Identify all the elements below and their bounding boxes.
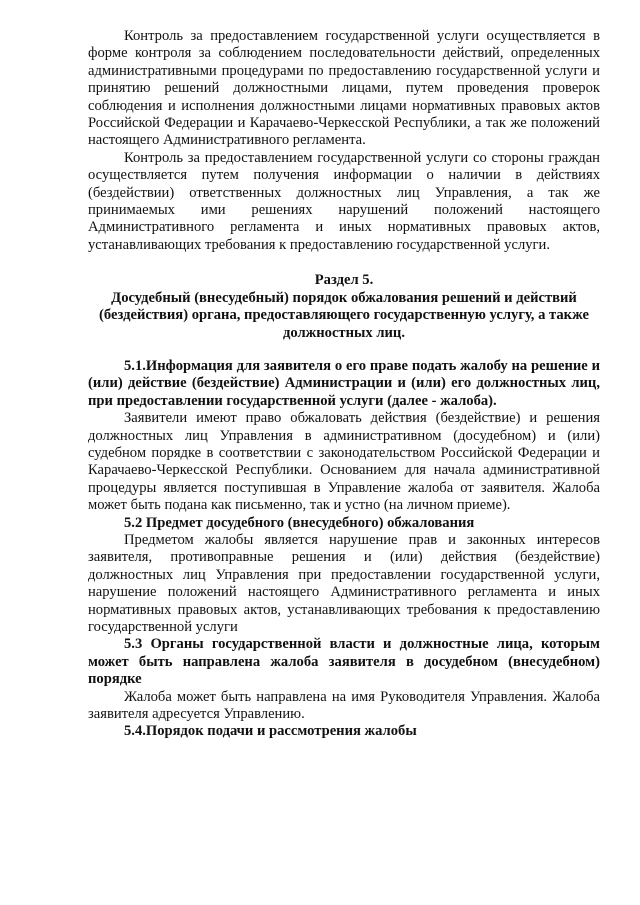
paragraph-control-form: Контроль за предоставлением государственной услуги осуществляется в форме контроля за соблюдением последовательности действий, определенных административными процедурами по предоставлению государственной услуги и принятию решений должностными лицами, путем проведения проверок соблюдения и исполнения должностными лицами нормативных правовых актов Российской Федерации и Карачаево-Черкесской Республики, а так же положений настоящего Административного регламента. bbox=[88, 28, 600, 149]
subsection-5-3-text: Жалоба может быть направлена на имя Руководителя Управления. Жалоба заявителя адресуется Управлению. bbox=[88, 688, 600, 723]
section-title: Досудебный (внесудебный) порядок обжалования решений и действий (бездействия) органа, предоставляющего государственную услугу, а также должностных лиц. bbox=[99, 289, 589, 341]
subsection-5-2-heading: 5.2 Предмет досудебного (внесудебного) обжалования bbox=[124, 514, 475, 531]
subsection-5-2-text: Предметом жалобы является нарушение прав и законных интересов заявителя, противоправные решения и (или) действия (бездействие) должностных лиц Управления при предоставлении государственной услуги, нарушение положений настоящего Административного регламента и иных нормативных правовых актов, устанавливающих требования к предоставлению государственной услуги bbox=[88, 531, 600, 635]
subsection-5-1-heading: 5.1.Информация для заявителя о его праве подать жалобу на решение и (или) действие (бездействие) Администрации и (или) его должностных лиц, при предоставлении государственной услуги (далее - жалоба). bbox=[88, 357, 600, 409]
paragraph-control-citizens: Контроль за предоставлением государственной услуги со стороны граждан осуществляется путем получения информации о наличии в действиях (бездействии) ответственных должностных лиц Управления, а так же принимаемых ими решениях нарушений положений настоящего Административного регламента и иных нормативных правовых актов, устанавливающих требования к предоставлению государственной услуги. bbox=[88, 149, 600, 253]
section-number: Раздел 5. bbox=[314, 272, 374, 289]
subsection-5-3-heading: 5.3 Органы государственной власти и должностные лица, которым может быть направлена жалоба заявителя в досудебном (внесудебном) порядке bbox=[88, 636, 600, 688]
subsection-5-1-text: Заявители имеют право обжаловать действия (бездействие) и решения должностных лиц Управления в административном (досудебном) и (или) судебном порядке в соответствии с законодательством Российской Федерации и Карачаево-Черкесской Республики. Основанием для начала административной процедуры является поступившая в Управление жалоба от заявителя. Жалоба может быть подана как письменно, так и устно (на личном приеме). bbox=[88, 410, 600, 514]
subsection-5-4-heading: 5.4.Порядок подачи и рассмотрения жалобы bbox=[124, 723, 417, 740]
